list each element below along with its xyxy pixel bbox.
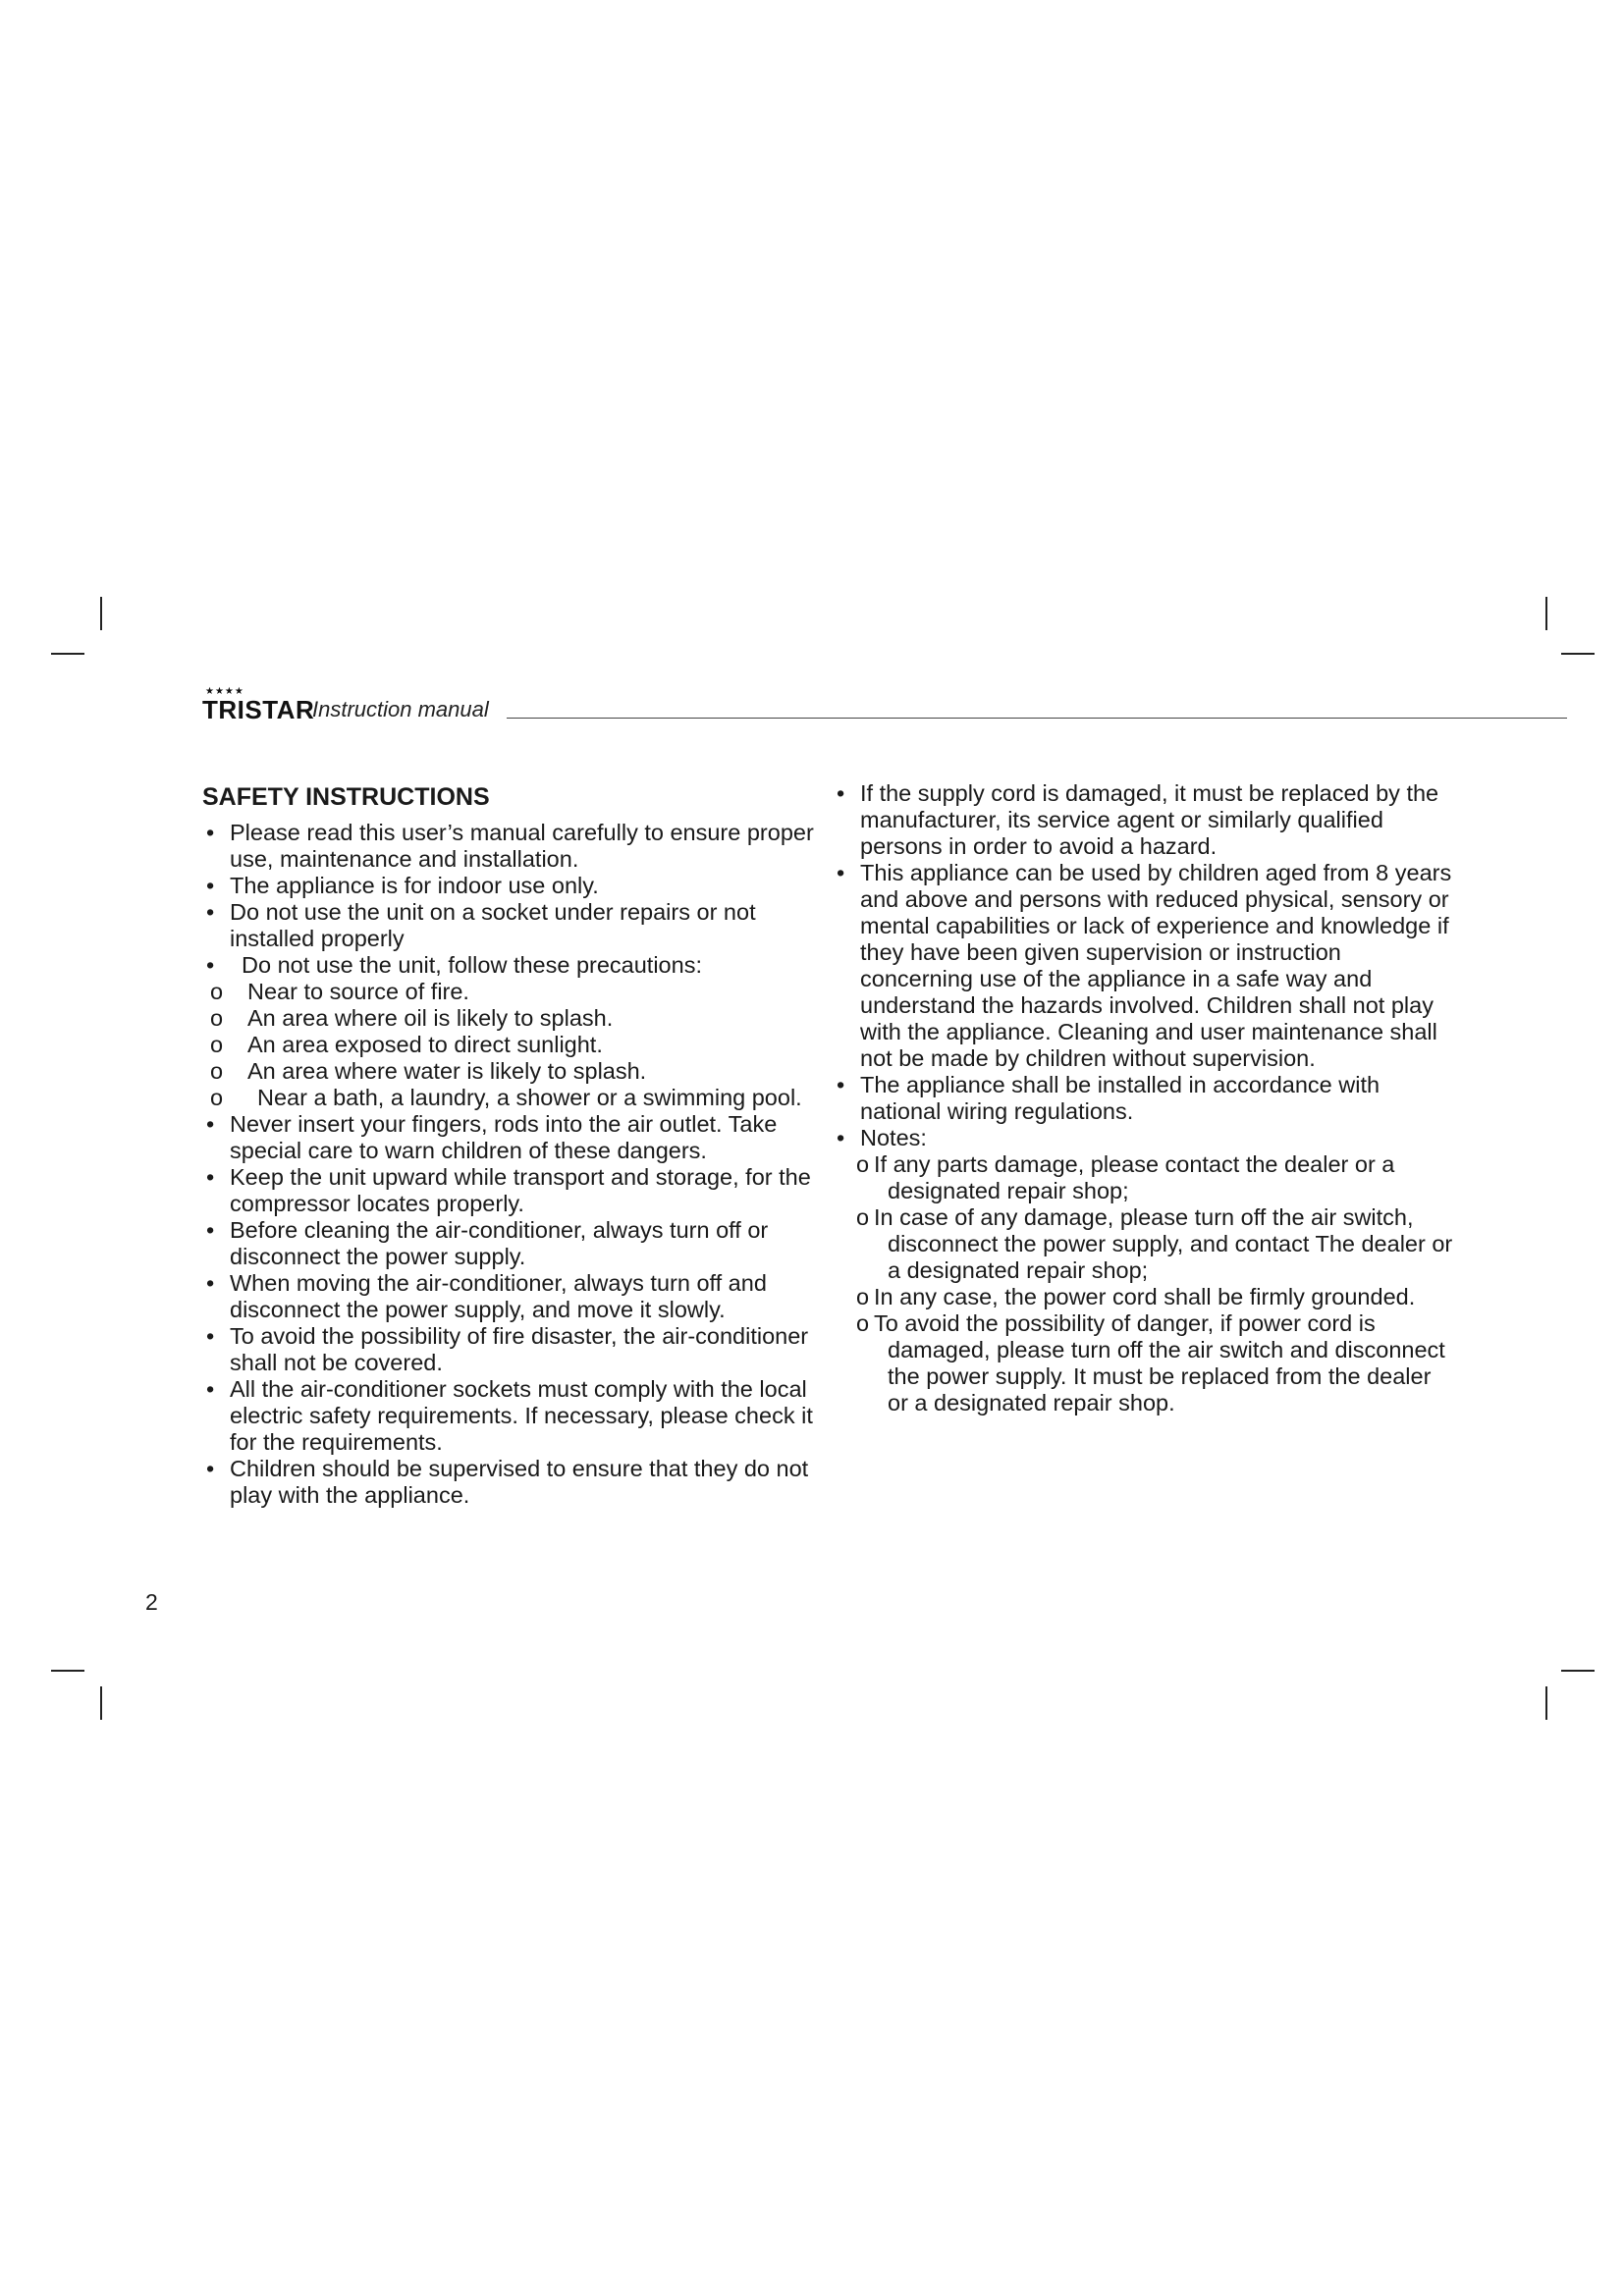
note-item — [833, 1284, 1456, 1310]
sub-item: o Near to source of fire. — [202, 979, 816, 1005]
header-subtitle: Instruction manual — [312, 697, 489, 721]
list-item: • Do not use the unit, follow these precautions: — [202, 952, 816, 979]
crop-mark-top-left — [100, 597, 102, 630]
sub-item: o An area where oil is likely to splash. — [202, 1005, 816, 1032]
list-item: • Never insert your fingers, rods into the air outlet. Take special care to warn children of these dangers. — [202, 1111, 816, 1164]
left-column — [202, 780, 816, 1509]
list-item: • To avoid the possibility of fire disaster, the air-conditioner shall not be covered. — [202, 1323, 816, 1376]
list-item: • If the supply cord is damaged, it must be replaced by the manufacturer, its service agent or similarly qualified persons in order to avoid a hazard. — [833, 780, 1456, 860]
list-item: • Before cleaning the air-conditioner, always turn off or disconnect the power supply. — [202, 1217, 816, 1270]
crop-mark-bottom-left — [51, 1670, 84, 1672]
note-text: o If any parts damage, please contact the dealer or a designated repair shop; — [874, 1151, 1395, 1203]
note-item — [833, 1151, 1456, 1204]
section-title: SAFETY INSTRUCTIONS — [202, 783, 490, 811]
note-item — [833, 1310, 1456, 1416]
sub-item: o An area where water is likely to splash. — [202, 1058, 816, 1085]
crop-mark-top-right — [1545, 597, 1547, 630]
crop-mark-bottom-left — [100, 1686, 102, 1720]
crop-mark-top-left — [51, 653, 84, 655]
note-item — [833, 1204, 1456, 1284]
page-number: 2 — [145, 1589, 158, 1615]
note-text: o In case of any damage, please turn off the air switch, disconnect the power supply, and contact The dealer or a designated repair shop; — [874, 1204, 1453, 1283]
list-item: • The appliance is for indoor use only. — [202, 873, 816, 899]
sub-item: o An area exposed to direct sunlight. — [202, 1032, 816, 1058]
tristar-logo — [202, 686, 315, 724]
list-item: • All the air-conditioner sockets must comply with the local electric safety requirements. If necessary, please check it for the requirements. — [202, 1376, 816, 1456]
note-text: o To avoid the possibility of danger, if power cord is damaged, please turn off the air switch and disconnect the power supply. It must be replaced from the dealer or a designated repair shop. — [874, 1310, 1445, 1415]
right-column — [833, 780, 1456, 1416]
note-text: o In any case, the power cord shall be firmly grounded. — [874, 1284, 1416, 1309]
logo-stars: ★★★★ — [205, 686, 244, 697]
sub-item: o Near a bath, a laundry, a shower or a swimming pool. — [202, 1085, 816, 1111]
list-item: • When moving the air-conditioner, always turn off and disconnect the power supply, and move it slowly. — [202, 1270, 816, 1323]
crop-mark-top-right — [1561, 653, 1595, 655]
logo-wordmark: TRISTAR — [202, 695, 315, 724]
list-item: • The appliance shall be installed in accordance with national wiring regulations. — [833, 1072, 1456, 1125]
crop-mark-bottom-right — [1545, 1686, 1547, 1720]
list-item: • Do not use the unit on a socket under repairs or not installed properly — [202, 899, 816, 952]
list-item: • Children should be supervised to ensure that they do not play with the appliance. — [202, 1456, 816, 1509]
list-item: • Notes: — [833, 1125, 1456, 1151]
crop-mark-bottom-right — [1561, 1670, 1595, 1672]
header-rule — [507, 718, 1567, 719]
list-item: • Keep the unit upward while transport and storage, for the compressor locates properly. — [202, 1164, 816, 1217]
page-header — [202, 687, 1567, 726]
list-item: • Please read this user’s manual carefully to ensure proper use, maintenance and installation. — [202, 820, 816, 873]
list-item: • This appliance can be used by children aged from 8 years and above and persons with reduced physical, sensory or mental capabilities or lack of experience and knowledge if they have been given supervision or instruction concerning use of the appliance in a safe way and understand the hazards involved. Children shall not play with the appliance. Cleaning and user maintenance shall not be made by children without supervision. — [833, 860, 1456, 1072]
